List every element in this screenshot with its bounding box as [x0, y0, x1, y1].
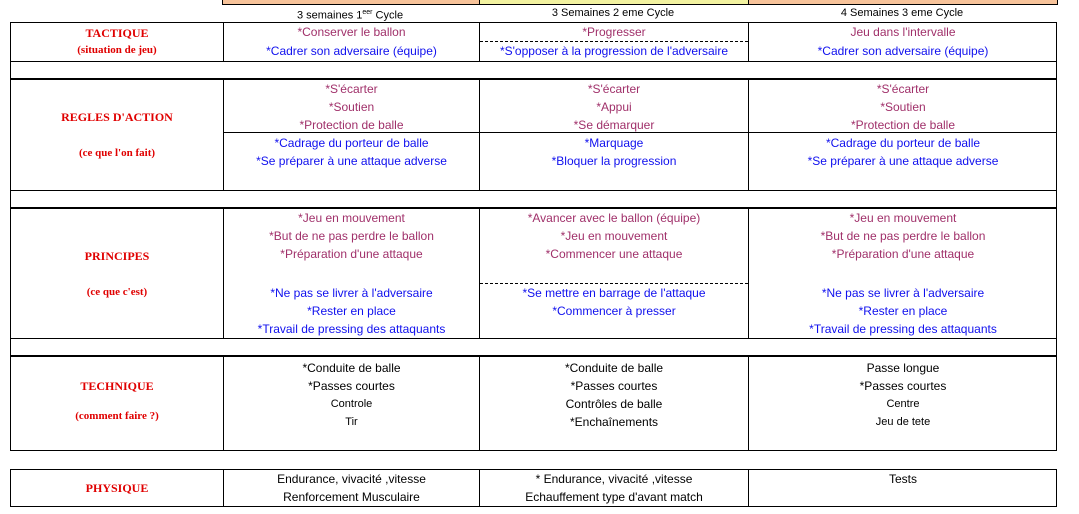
principes-label	[11, 249, 223, 298]
technique-item: Controle	[330, 398, 373, 410]
principes-attack-col-2	[480, 209, 748, 263]
technique-col-1	[224, 359, 479, 431]
principes-item: *Préparation d'une attaque	[280, 247, 423, 261]
tactique-title: TACTIQUE	[85, 26, 149, 40]
tactique-cell: Jeu dans l'intervalle	[850, 25, 956, 39]
header-cycle-1-sup: eer	[362, 9, 373, 16]
physique-col-1	[224, 470, 479, 506]
principes-item: *But de ne pas perdre le ballon	[269, 229, 434, 243]
principes-item: *Commencer à presser	[552, 304, 676, 318]
top-strip-mid	[479, 0, 749, 5]
principes-item: *Ne pas se livrer à l'adversaire	[821, 286, 985, 300]
regles-item: *Se démarquer	[573, 118, 655, 132]
technique-item: *Passes courtes	[308, 379, 395, 393]
principes-item: *Ne pas se livrer à l'adversaire	[270, 286, 433, 300]
technique-item: Tir	[345, 416, 358, 428]
regles-defense-col-2	[480, 134, 748, 170]
principes-defense-col-3	[749, 284, 1057, 338]
principes-attack-col-3	[749, 209, 1057, 263]
regles-block	[10, 79, 1057, 191]
regles-item: *S'écarter	[876, 82, 930, 96]
tactique-sublabel: (situation de jeu)	[77, 44, 157, 56]
technique-item: *Enchaînements	[569, 415, 659, 429]
technique-title: TECHNIQUE	[80, 379, 154, 393]
regles-item: *Marquage	[584, 136, 644, 150]
principes-item: *Jeu en mouvement	[298, 211, 405, 225]
tactique-cell: *Conserver le ballon	[297, 25, 406, 39]
header-cycle-1-after: Cycle	[372, 9, 404, 22]
principes-item: *Rester en place	[858, 304, 948, 318]
regles-item: *S'écarter	[587, 82, 641, 96]
technique-item: Jeu de tete	[875, 416, 931, 428]
principes-item: *But de ne pas perdre le ballon	[820, 229, 986, 243]
separator-row	[10, 61, 1057, 79]
principes-defense-col-2	[480, 284, 748, 320]
tactique-cell: *Progresser	[582, 25, 646, 39]
principes-item: *Jeu en mouvement	[849, 211, 957, 225]
regles-item: *Bloquer la progression	[551, 154, 677, 168]
separator-row	[10, 338, 1057, 356]
tactique-cell: *Cadrer son adversaire (équipe)	[817, 44, 989, 58]
top-strip-right	[748, 0, 1058, 5]
principes-item: *Rester en place	[307, 304, 396, 318]
principes-defense-col-1	[224, 284, 479, 338]
tactique-cell: *S'opposer à la progression de l'adversaire	[499, 44, 729, 58]
top-strip-left	[222, 0, 480, 5]
technique-col-3	[749, 359, 1057, 431]
regles-item: *Protection de balle	[299, 118, 404, 132]
regles-label	[11, 110, 223, 159]
technique-col-2	[480, 359, 748, 431]
regles-item: *Soutien	[880, 100, 926, 114]
regles-attack-col-2	[480, 80, 748, 134]
regles-item: *S'écarter	[325, 82, 378, 96]
regles-title: REGLES D'ACTION	[61, 110, 173, 124]
regles-sublabel: (ce que l'on fait)	[78, 147, 156, 159]
regles-item: *Protection de balle	[850, 118, 956, 132]
physique-block	[10, 469, 1057, 507]
technique-block	[10, 356, 1057, 451]
principes-block	[10, 208, 1057, 339]
principes-sublabel: (ce que c'est)	[86, 286, 148, 298]
tactique-label	[11, 25, 223, 59]
physique-item: Echauffement type d'avant match	[525, 490, 703, 504]
regles-item: *Soutien	[328, 100, 375, 114]
technique-item: *Conduite de balle	[564, 361, 664, 375]
principes-title: PRINCIPES	[84, 249, 150, 263]
principes-item: *Préparation d'une attaque	[831, 247, 975, 261]
regles-item: *Se préparer à une attaque adverse	[807, 154, 999, 168]
principes-item: *Avancer avec le ballon (équipe)	[527, 211, 701, 225]
technique-item: *Conduite de balle	[302, 361, 401, 375]
header-cycle-1	[222, 6, 478, 20]
technique-sublabel: (comment faire ?)	[75, 410, 159, 422]
header-cycle-1-text: 3 semaines 1	[296, 9, 363, 22]
regles-item: *Se préparer à une attaque adverse	[256, 154, 447, 168]
physique-label: PHYSIQUE	[85, 481, 149, 495]
physique-item: Renforcement Musculaire	[283, 490, 420, 504]
header-cycle-2: 3 Semaines 2 eme Cycle	[551, 7, 675, 19]
physique-item: Tests	[888, 472, 917, 486]
tactique-block	[10, 22, 1057, 62]
regles-item: *Appui	[596, 100, 632, 114]
technique-item: *Passes courtes	[570, 379, 658, 393]
physique-col-2	[480, 470, 748, 506]
technique-item: *Passes courtes	[859, 379, 947, 393]
principes-item: *Se mettre en barrage de l'attaque	[522, 286, 706, 300]
regles-item: *Cadrage du porteur de balle	[825, 136, 981, 150]
principes-attack-col-1	[224, 209, 479, 263]
technique-item: Passe longue	[866, 361, 940, 375]
principes-item: *Travail de pressing des attaquants	[257, 322, 446, 336]
header-cycle-3: 4 Semaines 3 eme Cycle	[840, 7, 964, 19]
technique-item: Contrôles de balle	[565, 397, 663, 411]
physique-item: * Endurance, vivacité ,vitesse	[535, 472, 693, 486]
physique-col-3	[749, 470, 1057, 488]
regles-defense-col-3	[749, 134, 1057, 170]
technique-label	[11, 379, 223, 422]
regles-attack-col-1	[224, 80, 479, 134]
principes-item: *Jeu en mouvement	[560, 229, 668, 243]
physique-item: Endurance, vivacité ,vitesse	[277, 472, 426, 486]
separator-row	[10, 190, 1057, 208]
regles-attack-col-3	[749, 80, 1057, 134]
tactique-cell: *Cadrer son adversaire (équipe)	[266, 44, 437, 58]
principes-item: *Travail de pressing des attaquants	[809, 322, 997, 336]
technique-item: Centre	[886, 398, 920, 410]
regles-item: *Cadrage du porteur de balle	[274, 136, 429, 150]
principes-item: *Commencer une attaque	[545, 247, 683, 261]
regles-defense-col-1	[224, 134, 479, 170]
